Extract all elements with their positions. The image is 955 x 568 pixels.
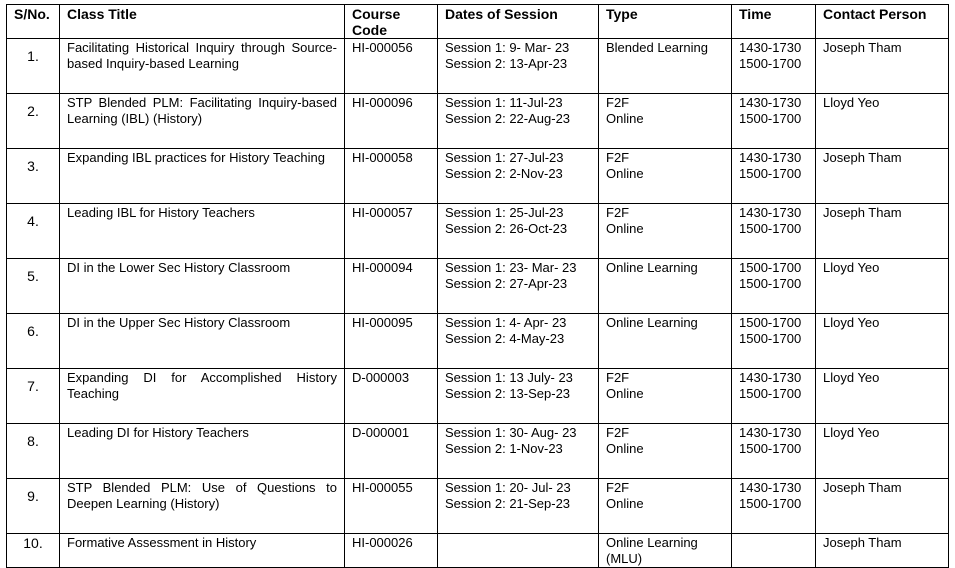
session-type — [599, 424, 732, 479]
time-line-1: 1430-1730 — [739, 370, 802, 385]
header-class-title: Class Title — [60, 5, 345, 39]
row-number: 10. — [7, 534, 60, 568]
course-code: HI-000058 — [345, 149, 438, 204]
session-1-date: Session 1: 13 July- 23 — [445, 370, 573, 385]
class-title: STP Blended PLM: Use of Questions to Deepen Learning (History) — [60, 479, 345, 534]
session-type — [599, 149, 732, 204]
table-row — [7, 259, 949, 314]
type-line-1: F2F — [606, 370, 630, 385]
class-title: DI in the Upper Sec History Classroom — [60, 314, 345, 369]
table-row — [7, 424, 949, 479]
session-2-date: Session 2: 22-Aug-23 — [445, 111, 571, 126]
session-dates — [438, 259, 599, 314]
session-2-date: Session 2: 21-Sep-23 — [445, 496, 571, 511]
table-row — [7, 369, 949, 424]
contact-person: Joseph Tham — [816, 534, 949, 568]
course-code: HI-000055 — [345, 479, 438, 534]
contact-person: Lloyd Yeo — [816, 314, 949, 369]
type-line-2: Online — [606, 111, 644, 126]
session-time — [732, 314, 816, 369]
session-time — [732, 259, 816, 314]
contact-person: Joseph Tham — [816, 149, 949, 204]
time-line-2: 1500-1700 — [739, 331, 802, 346]
class-title: Expanding IBL practices for History Teaching — [60, 149, 345, 204]
session-dates — [438, 479, 599, 534]
session-1-date: Session 1: 23- Mar- 23 — [445, 260, 577, 275]
class-title: DI in the Lower Sec History Classroom — [60, 259, 345, 314]
time-line-2: 1500-1700 — [739, 386, 802, 401]
class-title: Formative Assessment in History — [60, 534, 345, 568]
session-dates — [438, 424, 599, 479]
header-row — [7, 5, 949, 39]
time-line-2: 1500-1700 — [739, 496, 802, 511]
header-contact: Contact Person — [816, 5, 949, 39]
header-type: Type — [599, 5, 732, 39]
session-time — [732, 369, 816, 424]
time-line-1: 1430-1730 — [739, 40, 802, 55]
session-time — [732, 479, 816, 534]
header-course-code-line2: Code — [352, 22, 387, 38]
session-2-date: Session 2: 2-Nov-23 — [445, 166, 563, 181]
table-row — [7, 314, 949, 369]
type-line-2: Online — [606, 496, 644, 511]
course-schedule — [6, 4, 949, 568]
row-number: 6. — [7, 314, 60, 369]
course-code: D-000003 — [345, 369, 438, 424]
header-dates: Dates of Session — [438, 5, 599, 39]
session-1-date: Session 1: 20- Jul- 23 — [445, 480, 571, 495]
course-code: HI-000096 — [345, 94, 438, 149]
table-row — [7, 204, 949, 259]
row-number: 7. — [7, 369, 60, 424]
type-line-1: F2F — [606, 150, 630, 165]
course-code: HI-000026 — [345, 534, 438, 568]
session-2-date: Session 2: 13-Sep-23 — [445, 386, 571, 401]
session-2-date: Session 2: 27-Apr-23 — [445, 276, 568, 291]
time-line-2: 1500-1700 — [739, 111, 802, 126]
type-line-1: F2F — [606, 425, 630, 440]
header-course-code — [345, 5, 438, 39]
class-title: Expanding DI for Accomplished History Teaching — [60, 369, 345, 424]
type-line-1: Blended Learning — [606, 40, 708, 55]
row-number: 2. — [7, 94, 60, 149]
contact-person: Joseph Tham — [816, 39, 949, 94]
table-row — [7, 149, 949, 204]
type-line-1: F2F — [606, 95, 630, 110]
time-line-1: 1500-1700 — [739, 260, 802, 275]
course-code: HI-000057 — [345, 204, 438, 259]
time-line-2: 1500-1700 — [739, 441, 802, 456]
session-type — [599, 369, 732, 424]
class-title: STP Blended PLM: Facilitating Inquiry-based Learning (IBL) (History) — [60, 94, 345, 149]
session-type — [599, 259, 732, 314]
session-time — [732, 94, 816, 149]
session-type — [599, 314, 732, 369]
course-code: HI-000056 — [345, 39, 438, 94]
course-code: HI-000095 — [345, 314, 438, 369]
time-line-2: 1500-1700 — [739, 276, 802, 291]
contact-person: Lloyd Yeo — [816, 259, 949, 314]
session-type — [599, 94, 732, 149]
type-line-1: Online Learning — [606, 260, 698, 275]
session-type — [599, 479, 732, 534]
type-line-1: F2F — [606, 205, 630, 220]
session-2-date: Session 2: 26-Oct-23 — [445, 221, 568, 236]
class-title: Leading DI for History Teachers — [60, 424, 345, 479]
table-row — [7, 479, 949, 534]
session-dates — [438, 94, 599, 149]
session-2-date: Session 2: 4-May-23 — [445, 331, 565, 346]
contact-person: Joseph Tham — [816, 479, 949, 534]
row-number: 1. — [7, 39, 60, 94]
contact-person: Lloyd Yeo — [816, 369, 949, 424]
time-line-1: 1430-1730 — [739, 480, 802, 495]
session-time — [732, 204, 816, 259]
table-row — [7, 534, 949, 568]
table-row — [7, 39, 949, 94]
time-line-2: 1500-1700 — [739, 166, 802, 181]
session-dates — [438, 149, 599, 204]
session-2-date: Session 2: 13-Apr-23 — [445, 56, 568, 71]
contact-person: Lloyd Yeo — [816, 94, 949, 149]
class-title: Facilitating Historical Inquiry through Source-based Inquiry-based Learning — [60, 39, 345, 94]
type-line-2: Online — [606, 441, 644, 456]
header-time: Time — [732, 5, 816, 39]
type-line-1: F2F — [606, 480, 630, 495]
type-line-2: Online — [606, 386, 644, 401]
header-sno: S/No. — [7, 5, 60, 39]
time-line-1: 1500-1700 — [739, 315, 802, 330]
time-line-1: 1430-1730 — [739, 425, 802, 440]
session-dates — [438, 314, 599, 369]
type-line-1: Online Learning — [606, 315, 698, 330]
row-number: 4. — [7, 204, 60, 259]
session-1-date: Session 1: 27-Jul-23 — [445, 150, 564, 165]
session-dates — [438, 39, 599, 94]
session-2-date: Session 2: 1-Nov-23 — [445, 441, 563, 456]
type-line-2: Online — [606, 221, 644, 236]
row-number: 9. — [7, 479, 60, 534]
session-1-date: Session 1: 11-Jul-23 — [445, 95, 563, 110]
session-type — [599, 534, 732, 568]
header-course-code-line1: Course — [352, 6, 401, 22]
session-time — [732, 149, 816, 204]
row-number: 3. — [7, 149, 60, 204]
session-dates — [438, 369, 599, 424]
time-line-1: 1430-1730 — [739, 150, 802, 165]
session-time — [732, 534, 816, 568]
session-1-date: Session 1: 9- Mar- 23 — [445, 40, 570, 55]
row-number: 8. — [7, 424, 60, 479]
class-title: Leading IBL for History Teachers — [60, 204, 345, 259]
session-time — [732, 39, 816, 94]
session-1-date: Session 1: 4- Apr- 23 — [445, 315, 567, 330]
table-row — [7, 94, 949, 149]
contact-person: Lloyd Yeo — [816, 424, 949, 479]
time-line-2: 1500-1700 — [739, 56, 802, 71]
time-line-1: 1430-1730 — [739, 205, 802, 220]
session-dates — [438, 534, 599, 568]
row-number: 5. — [7, 259, 60, 314]
session-dates — [438, 204, 599, 259]
contact-person: Joseph Tham — [816, 204, 949, 259]
type-line-2: (MLU) — [606, 551, 643, 566]
time-line-1: 1430-1730 — [739, 95, 802, 110]
course-code: HI-000094 — [345, 259, 438, 314]
type-line-1: Online Learning — [606, 535, 698, 550]
course-table — [6, 4, 949, 568]
session-time — [732, 424, 816, 479]
course-code: D-000001 — [345, 424, 438, 479]
time-line-2: 1500-1700 — [739, 221, 802, 236]
session-1-date: Session 1: 30- Aug- 23 — [445, 425, 577, 440]
session-1-date: Session 1: 25-Jul-23 — [445, 205, 564, 220]
session-type — [599, 39, 732, 94]
type-line-2: Online — [606, 166, 644, 181]
session-type — [599, 204, 732, 259]
